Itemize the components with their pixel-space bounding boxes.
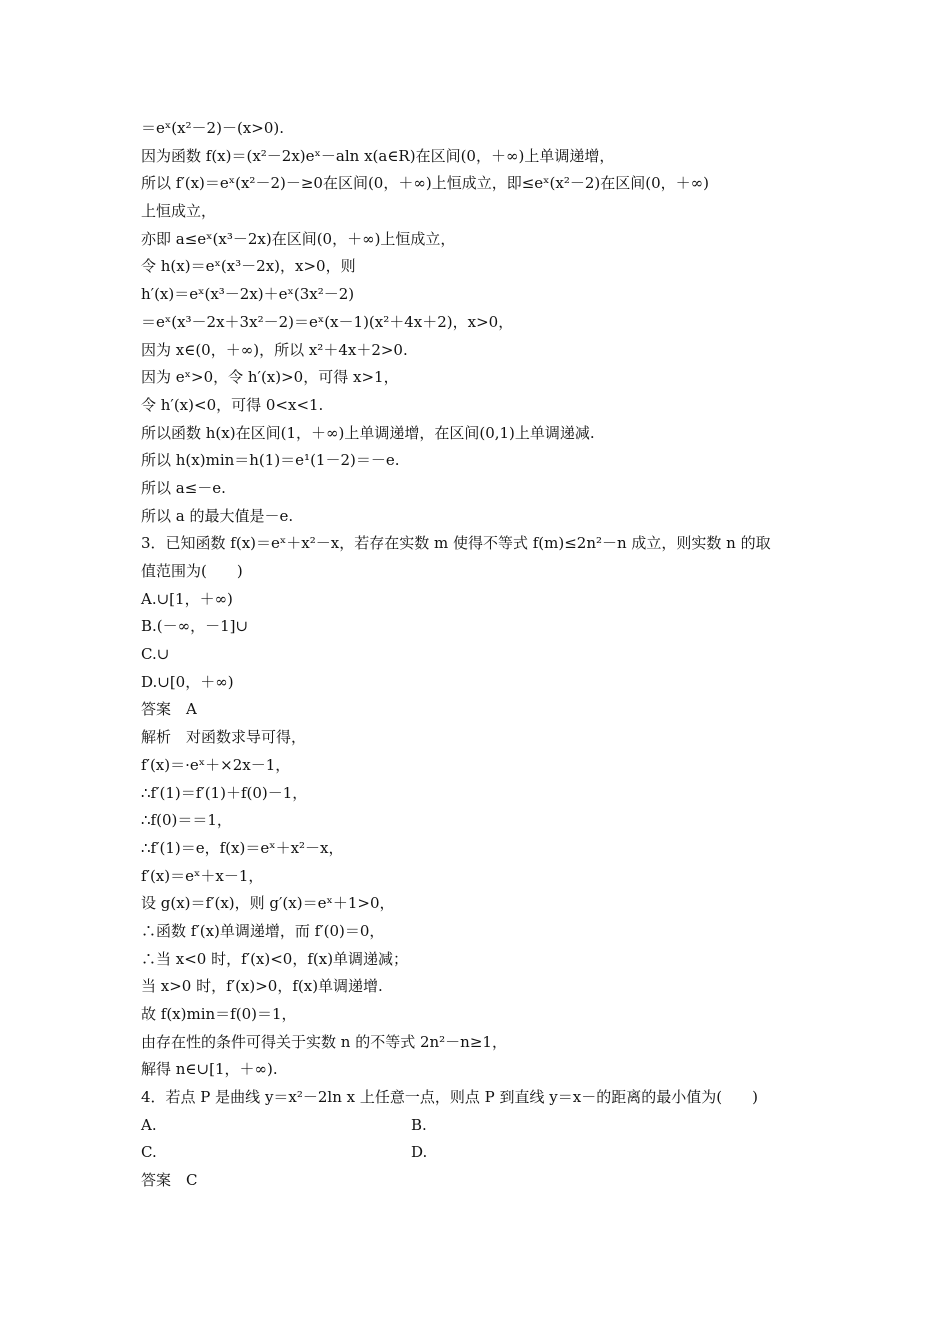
options-row xyxy=(141,1112,821,1140)
text-line: 当 x>0 时，f′(x)>0，f(x)单调递增. xyxy=(141,977,383,996)
text-line: f′(x)＝eˣ＋x－1， xyxy=(141,866,264,885)
text-line: ∴当 x<0 时，f′(x)<0，f(x)单调递减； xyxy=(141,949,409,968)
option-b: B. xyxy=(411,1115,427,1134)
text-line: ＝eˣ(x³－2x＋3x²－2)＝eˣ(x－1)(x²＋4x＋2)，x>0， xyxy=(141,312,514,331)
text-line: 所以函数 h(x)在区间(1，＋∞)上单调递增，在区间(0,1)上单调递减. xyxy=(141,423,595,442)
text-line: 所以 h(x)min＝h(1)＝e¹(1－2)＝－e. xyxy=(141,451,400,470)
text-line: 设 g(x)＝f′(x)，则 g′(x)＝eˣ＋1>0， xyxy=(141,894,395,913)
text-line: 所以 a≤－e. xyxy=(141,478,226,497)
text-line: ∴f′(1)＝f′(1)＋f(0)－1， xyxy=(141,783,308,802)
text-line: 由存在性的条件可得关于实数 n 的不等式 2n²－n≥1， xyxy=(141,1032,507,1051)
text-line: f′(x)＝·eˣ＋×2x－1， xyxy=(141,755,291,774)
question-3-stem: 3．已知函数 f(x)＝eˣ＋x²－x，若存在实数 m 使得不等式 f(m)≤2n²－n 成立，则实数 n 的取 xyxy=(141,534,771,553)
text-line: 上恒成立， xyxy=(141,202,217,221)
options-row xyxy=(141,1139,821,1167)
text-line: 令 h(x)＝eˣ(x³－2x)，x>0，则 xyxy=(141,257,356,276)
option-c: C.∪ xyxy=(141,645,170,664)
text-line: 所以 a 的最大值是－e. xyxy=(141,506,294,525)
text-line: h′(x)＝eˣ(x³－2x)＋eˣ(3x²－2) xyxy=(141,285,355,304)
document-page xyxy=(141,115,821,1195)
text-line: 令 h′(x)<0，可得 0<x<1. xyxy=(141,395,324,414)
question-4-stem: 4．若点 P 是曲线 y＝x²－2ln x 上任意一点，则点 P 到直线 y＝x－的距离的最小值为( ) xyxy=(141,1088,758,1107)
text-line: 亦即 a≤eˣ(x³－2x)在区间(0，＋∞)上恒成立， xyxy=(141,229,456,248)
text-line: 故 f(x)min＝f(0)＝1， xyxy=(141,1005,297,1023)
text-line: ∴f(0)＝＝1， xyxy=(141,811,232,830)
answer-label: 答案 C xyxy=(141,1171,198,1190)
text-line: 解得 n∈∪[1，＋∞). xyxy=(141,1060,278,1079)
analysis-label: 解析 对函数求导可得， xyxy=(141,728,307,747)
text-line: 因为函数 f(x)＝(x²－2x)eˣ－aln x(a∈R)在区间(0，＋∞)上单调递增， xyxy=(141,146,615,165)
option-a: A. xyxy=(141,1115,157,1134)
text-line: 因为 x∈(0，＋∞)，所以 x²＋4x＋2>0. xyxy=(141,340,408,359)
answer-label: 答案 A xyxy=(141,700,197,719)
option-a: A.∪[1，＋∞) xyxy=(141,589,233,608)
option-c: C. xyxy=(141,1143,157,1162)
option-d: D.∪[0，＋∞) xyxy=(141,672,234,691)
option-d: D. xyxy=(411,1143,428,1162)
question-3-stem: 值范围为( ) xyxy=(141,562,243,580)
option-b: B.(－∞，－1]∪ xyxy=(141,617,249,636)
text-line: ∴f′(1)＝e，f(x)＝eˣ＋x²－x， xyxy=(141,838,344,857)
text-line: ＝eˣ(x²－2)－(x>0). xyxy=(141,119,284,137)
text-line: 因为 eˣ>0，令 h′(x)>0，可得 x>1， xyxy=(141,368,399,387)
text-line: 所以 f′(x)＝eˣ(x²－2)－≥0在区间(0，＋∞)上恒成立，即≤eˣ(x²－2)在区间(0，＋∞) xyxy=(141,174,709,193)
text-line: ∴函数 f′(x)单调递增，而 f′(0)＝0， xyxy=(141,921,385,940)
